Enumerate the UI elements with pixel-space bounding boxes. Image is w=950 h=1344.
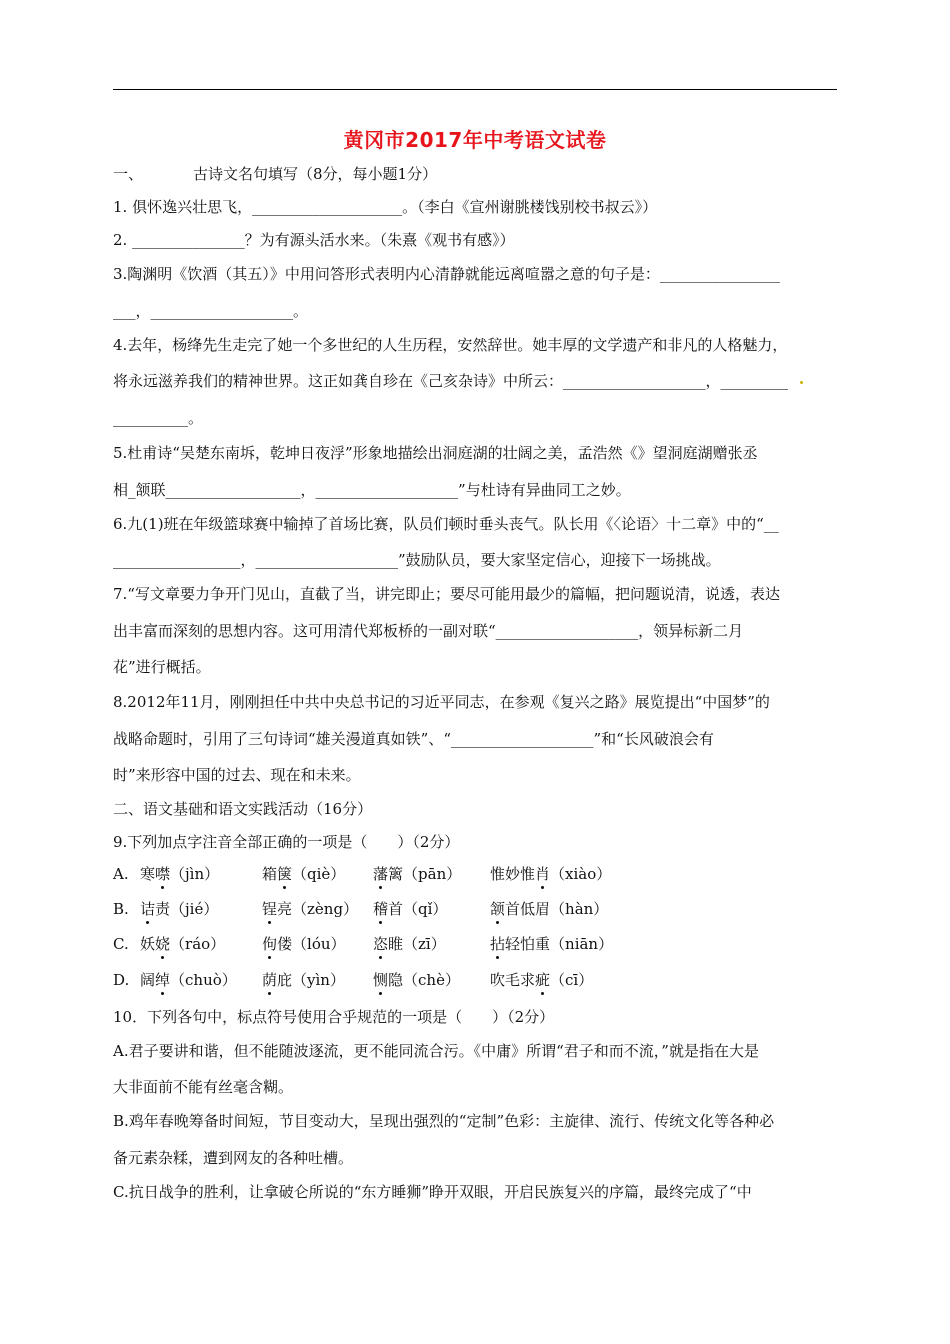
option-word-3: 稽首（qǐ） xyxy=(373,900,448,918)
option-word-4: 惟妙惟肖（xiào） xyxy=(490,865,612,883)
pinyin: （hàn） xyxy=(550,900,609,918)
dotted-character: 锃 xyxy=(262,900,278,918)
option-word-1: 妖娆（ráo） xyxy=(140,935,226,953)
dotted-character: 娆 xyxy=(155,935,171,953)
question-7-line-2: 出丰富而深刻的思想内容。这可用清代郑板桥的一副对联“___________________，领异标新二月 xyxy=(113,622,744,640)
option-word-1: 诘责（jié） xyxy=(140,900,219,918)
option-word-4: 吹毛求疵（cī） xyxy=(490,971,594,989)
pinyin: （lóu） xyxy=(292,935,346,953)
question-4-line-1: 4.去年，杨绛先生走完了她一个多世纪的人生历程，安然辞世。她丰厚的文学遗产和非凡的人格魅力， xyxy=(113,336,788,354)
question-2: 2. _______________？为有源头活水来。（朱熹《观书有感》） xyxy=(113,231,515,249)
blank-q4-c[interactable]: __________。 xyxy=(113,409,204,427)
dotted-character: 藩 xyxy=(373,865,389,883)
pinyin: （xiào） xyxy=(550,865,612,883)
pinyin: （cī） xyxy=(550,971,594,989)
dotted-character: 肖 xyxy=(535,865,551,883)
question-9-stem: 9.下列加点字注音全部正确的一项是（ ）（2分） xyxy=(113,833,460,851)
dotted-character: 荫 xyxy=(262,971,278,989)
question-9-option-a[interactable] xyxy=(113,864,612,884)
pinyin: （qiè） xyxy=(292,865,346,883)
question-5-line-2: 相_颔联__________________，___________________”与杜诗有异曲同工之妙。 xyxy=(113,481,631,499)
option-word-3: 恣睢（zī） xyxy=(373,935,446,953)
question-10-option-a-line-1[interactable]: A.君子要讲和谐，但不能随波逐流，更不能同流合污。《中庸》所谓“君子和而不流，”就是指在大是 xyxy=(113,1042,759,1060)
speck-mark xyxy=(800,381,803,384)
option-label: D. xyxy=(113,971,130,989)
dotted-character: 稽 xyxy=(373,900,389,918)
section-1-text: 古诗文名句填写（8分，每小题1分） xyxy=(193,165,438,183)
blank-q2[interactable]: _______________ xyxy=(132,231,245,249)
question-7-line-3: 花”进行概括。 xyxy=(113,658,211,676)
section-2-heading: 二、语文基础和语文实践活动（16分） xyxy=(113,800,373,818)
blank-q7[interactable]: ___________________ xyxy=(495,622,639,640)
pinyin: （jié） xyxy=(170,900,219,918)
blank-q4-a[interactable]: ___________________ xyxy=(563,372,706,390)
question-6-line-1: 6.九(1)班在年级篮球赛中输掉了首场比赛，队员们顿时垂头丧气。队长用《〈论语〉十二章》中的“__ xyxy=(113,515,779,533)
question-10-option-b-line-1[interactable]: B.鸡年春晚筹备时间短，节目变动大，呈现出强烈的“定制”色彩：主旋律、流行、传统文化等各种必 xyxy=(113,1112,775,1130)
question-9-option-c[interactable] xyxy=(113,934,614,954)
option-word-3: 恻隐（chè） xyxy=(373,971,460,989)
question-9-option-b[interactable] xyxy=(113,899,609,919)
option-word-4: 拈轻怕重（niān） xyxy=(490,935,614,953)
question-8-line-1: 8.2012年11月，刚刚担任中共中央总书记的习近平同志，在参观《复兴之路》展览提出“中国梦”的 xyxy=(113,693,770,711)
question-5-line-1: 5.杜甫诗“吴楚东南坼，乾坤日夜浮”形象地描绘出洞庭湖的壮阔之美，孟浩然《》望洞庭湖赠张丞 xyxy=(113,444,758,462)
option-label: A. xyxy=(113,865,129,883)
dotted-character: 恣 xyxy=(373,935,389,953)
pinyin: （zèng） xyxy=(292,900,359,918)
pinyin: （niān） xyxy=(550,935,614,953)
option-word-4: 颔首低眉（hàn） xyxy=(490,900,609,918)
section-1-number: 一、 xyxy=(113,165,144,183)
dotted-character: 绰 xyxy=(155,971,171,989)
question-4-line-2: 将永远滋养我们的精神世界。这正如龚自珍在《己亥杂诗》中所云：___________________，_________ xyxy=(113,372,789,390)
dotted-character: 拈 xyxy=(490,935,506,953)
pinyin: （yìn） xyxy=(292,971,345,989)
question-8-line-2: 战略命题时，引用了三句诗词“雄关漫道真如铁”、“___________________”和“长风破浪会有 xyxy=(113,730,714,748)
question-1: 1. 俱怀逸兴壮思飞，____________________。（李白《宣州谢朓楼饯别校书叔云》） xyxy=(113,198,658,216)
question-10-option-b-line-2: 备元素杂糅，遭到网友的各种吐槽。 xyxy=(113,1149,354,1167)
blank-q5-a[interactable]: __________________ xyxy=(165,481,301,499)
option-word-2: 锃亮（zèng） xyxy=(262,900,359,918)
exam-title: 黄冈市2017年中考语文试卷 xyxy=(343,128,607,152)
blank-q1[interactable]: ____________________ xyxy=(252,198,403,216)
option-word-2: 荫庇（yìn） xyxy=(262,971,345,989)
dotted-character: 噤 xyxy=(155,865,171,883)
pinyin: （chè） xyxy=(403,971,460,989)
blank-q5-b[interactable]: ___________________ xyxy=(315,481,459,499)
dotted-character: 诘 xyxy=(140,900,156,918)
option-word-1: 寒噤（jìn） xyxy=(140,865,220,883)
option-label: B. xyxy=(113,900,129,918)
question-10-option-a-line-2: 大非面前不能有丝毫含糊。 xyxy=(113,1078,294,1096)
blank-q4-b[interactable]: _________ xyxy=(720,372,789,390)
section-1-heading xyxy=(113,164,437,184)
blank-q3-b[interactable]: ___________________ xyxy=(150,302,294,320)
question-10-option-c-line-1[interactable]: C.抗日战争的胜利，让拿破仑所说的“东方睡狮”睁开双眼，开启民族复兴的序篇，最终完成了“中 xyxy=(113,1183,752,1201)
dotted-character: 恻 xyxy=(373,971,389,989)
blank-q8[interactable]: ___________________ xyxy=(451,730,594,748)
option-label: C. xyxy=(113,935,129,953)
option-word-1: 阔绰（chuò） xyxy=(140,971,237,989)
dotted-character: 箧 xyxy=(277,865,293,883)
option-word-3: 藩篱（pān） xyxy=(373,865,462,883)
header-rule xyxy=(113,89,837,90)
pinyin: （ráo） xyxy=(170,935,226,953)
option-word-2: 箱箧（qiè） xyxy=(262,865,346,883)
pinyin: （zī） xyxy=(403,935,446,953)
blank-q3-a[interactable]: ________________ xyxy=(659,265,780,283)
dotted-character: 佝 xyxy=(262,935,278,953)
pinyin: （jìn） xyxy=(170,865,220,883)
question-3-line-1: 3.陶渊明《饮酒（其五）》中用问答形式表明内心清静就能远离喧嚣之意的句子是：________________ xyxy=(113,265,780,283)
question-3-line-2: ___，___________________。 xyxy=(113,302,309,320)
blank-q6-a[interactable]: _________________ xyxy=(113,551,241,569)
pinyin: （pān） xyxy=(403,865,462,883)
dotted-character: 颔 xyxy=(490,900,506,918)
question-6-line-2: _________________，___________________”鼓励队员，要大家坚定信心，迎接下一场挑战。 xyxy=(113,551,721,569)
dotted-character: 疵 xyxy=(535,971,551,989)
question-7-line-1: 7.“写文章要力争开门见山，直截了当，讲完即止；要尽可能用最少的篇幅，把问题说清，说透，表达 xyxy=(113,585,780,603)
question-8-line-3: 时”来形容中国的过去、现在和未来。 xyxy=(113,766,361,784)
pinyin: （chuò） xyxy=(170,971,237,989)
blank-q6-b[interactable]: ___________________ xyxy=(255,551,399,569)
option-word-2: 佝偻（lóu） xyxy=(262,935,346,953)
pinyin: （qǐ） xyxy=(403,900,448,918)
question-4-line-3 xyxy=(113,408,203,428)
question-9-option-d[interactable] xyxy=(113,970,594,990)
question-10-stem: 10．下列各句中，标点符号使用合乎规范的一项是（ ）（2分） xyxy=(113,1008,555,1026)
